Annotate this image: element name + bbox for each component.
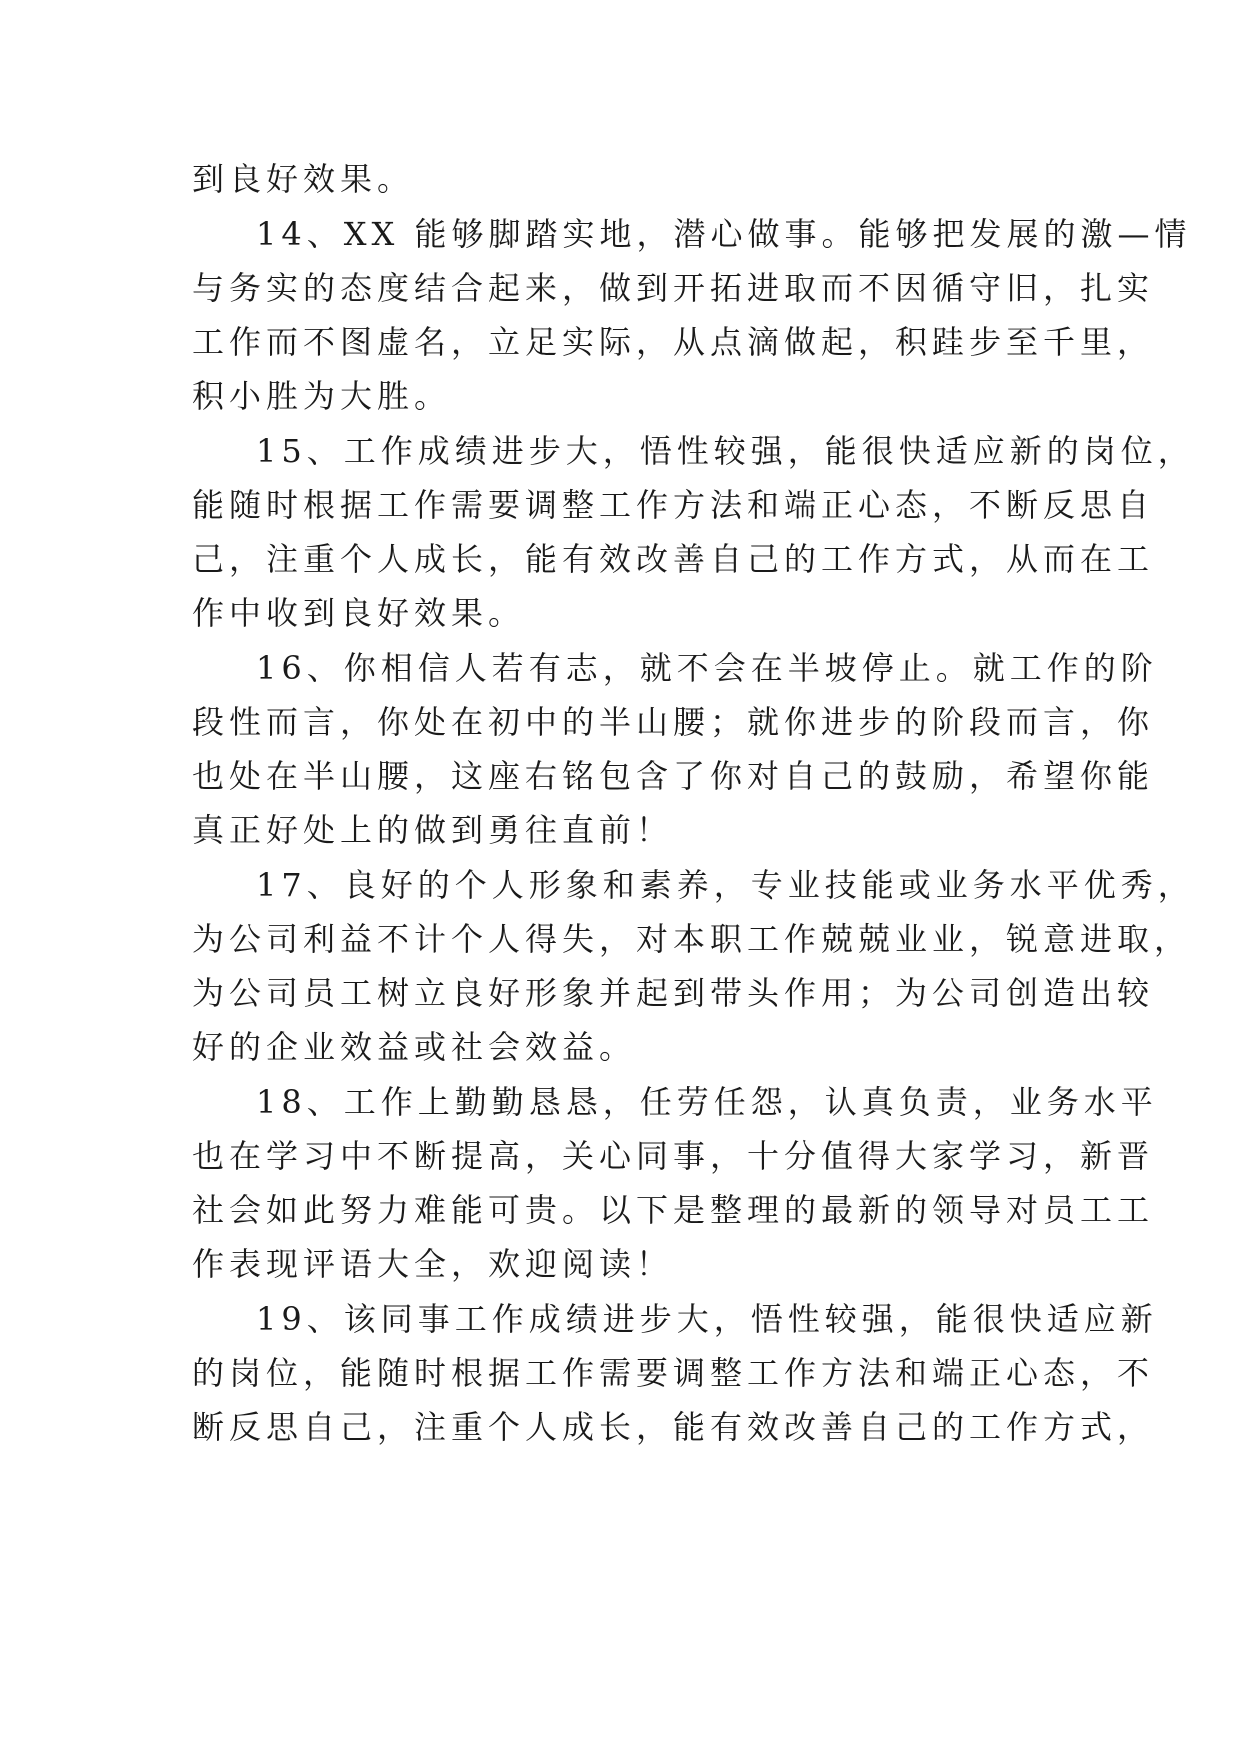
paragraph-19-first-line: 19、该同事工作成绩进步大，悟性较强，能很快适应新 bbox=[256, 1300, 1158, 1338]
text-line: 为公司员工树立良好形象并起到带头作用；为公司创造出较 bbox=[192, 974, 1155, 1012]
text-line: 断反思自己，注重个人成长，能有效改善自己的工作方式， bbox=[192, 1408, 1155, 1446]
text-line: 好的企业效益或社会效益。 bbox=[192, 1028, 637, 1066]
text-line: 社会如此努力难能可贵。以下是整理的最新的领导对员工工 bbox=[192, 1191, 1155, 1229]
text-line: 能随时根据工作需要调整工作方法和端正心态，不断反思自 bbox=[192, 486, 1155, 524]
text-line: 工作而不图虚名，立足实际，从点滴做起，积跬步至千里， bbox=[192, 323, 1155, 361]
paragraph-18-first-line: 18、工作上勤勤恳恳，任劳任怨，认真负责，业务水平 bbox=[256, 1083, 1158, 1121]
text-line: 积小胜为大胜。 bbox=[192, 377, 452, 415]
text-line: 段性而言，你处在初中的半山腰；就你进步的阶段而言，你 bbox=[192, 703, 1155, 741]
text-line: 作表现评语大全，欢迎阅读！ bbox=[192, 1245, 674, 1283]
text-line: 与务实的态度结合起来，做到开拓进取而不因循守旧，扎实 bbox=[192, 269, 1155, 307]
text-line: 真正好处上的做到勇往直前！ bbox=[192, 811, 674, 849]
text-line: 到良好效果。 bbox=[192, 160, 415, 198]
text-line: 也在学习中不断提高，关心同事，十分值得大家学习，新晋 bbox=[192, 1137, 1155, 1175]
text-line: 己，注重个人成长，能有效改善自己的工作方式，从而在工 bbox=[192, 540, 1155, 578]
text-line: 也处在半山腰，这座右铭包含了你对自己的鼓励，希望你能 bbox=[192, 757, 1155, 795]
paragraph-17-first-line: 17、良好的个人形象和素养，专业技能或业务水平优秀， bbox=[256, 866, 1195, 904]
text-line: 作中收到良好效果。 bbox=[192, 594, 526, 632]
text-line: 的岗位，能随时根据工作需要调整工作方法和端正心态，不 bbox=[192, 1354, 1155, 1392]
text-line: 为公司利益不计个人得失，对本职工作兢兢业业，锐意进取， bbox=[192, 920, 1192, 958]
paragraph-14-first-line: 14、XX 能够脚踏实地，潜心做事。能够把发展的激—情 bbox=[256, 215, 1192, 253]
paragraph-16-first-line: 16、你相信人若有志，就不会在半坡停止。就工作的阶 bbox=[256, 649, 1158, 687]
paragraph-15-first-line: 15、工作成绩进步大，悟性较强，能很快适应新的岗位， bbox=[256, 432, 1195, 470]
